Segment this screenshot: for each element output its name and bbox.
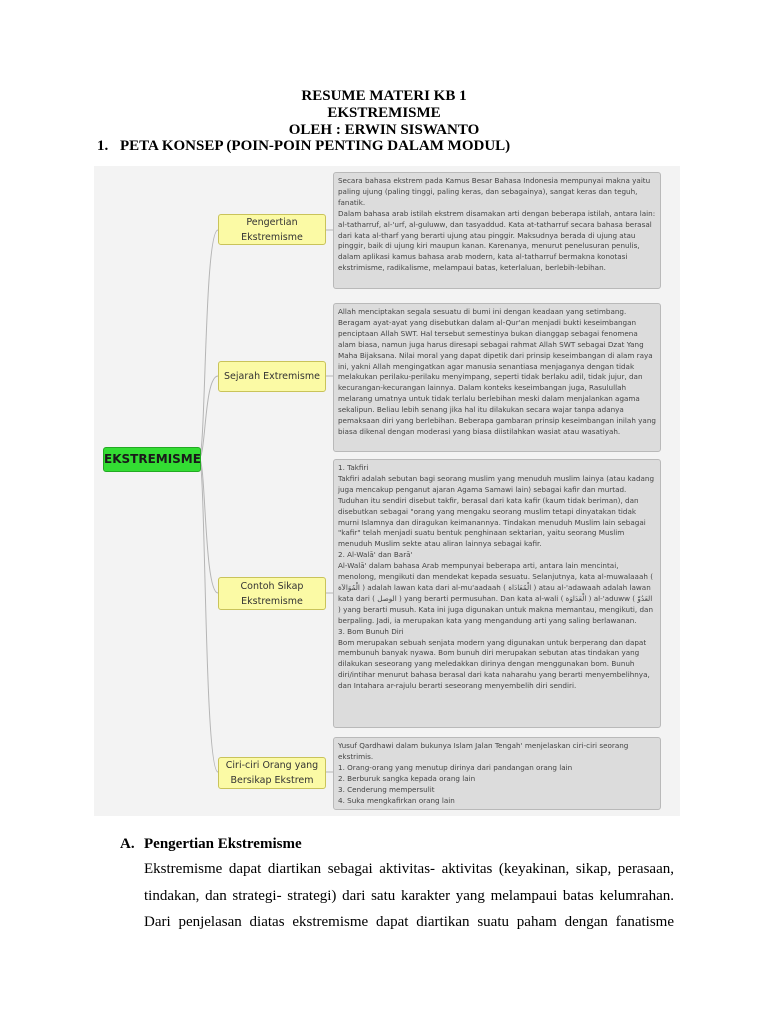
detail-text: 3. Bom Bunuh Diri xyxy=(338,626,404,636)
detail-text: 4. Suka mengkafirkan orang lain xyxy=(338,795,455,805)
detail-ciri-ciri xyxy=(333,737,661,810)
section-a-title: Pengertian Ekstremisme xyxy=(144,836,302,852)
section-a-heading xyxy=(120,836,302,853)
branch-pengertian: Pengertian Ekstremisme xyxy=(218,214,326,245)
branch-contoh: Contoh Sikap Ekstremisme xyxy=(218,577,326,610)
paragraph-line: Dari penjelasan diatas ekstremisme dapat diartikan suatu paham dengan fanatisme xyxy=(144,914,674,930)
paragraph-line: tindakan, dan strategi- strategi) dari satu karakter yang melampaui batas kelumrahan. xyxy=(144,887,674,904)
header-line-1: RESUME MATERI KB 1 xyxy=(301,88,467,104)
detail-text: Dalam bahasa arab istilah ekstrem disamakan arti dengan beberapa istilah, antara lain: al-tatharruf, al-'urf, al-guluww, dan tasyaddud. Kata at-tatharruf secara bahasa berasal dari kata al-tharf yang berarti ujung atau pinggir. Maksudnya berada di ujung atau pinggir, baik di ujung kiri maupun kanan. Karenanya, menurut penelusuran penulis, dalam aplikasi kamus bahasa arab modern, kata al-tatharruf bermakna konotasi ekstrimisme, radikalisme, melampaui batas, keterlaluan, berlebih-lebihan. xyxy=(338,208,656,273)
detail-contoh xyxy=(333,459,661,728)
header-line-3: OLEH : ERWIN SISWANTO xyxy=(288,122,480,138)
detail-text: Takfiri adalah sebutan bagi seorang muslim yang menuduh muslim lainya (atau kadang juga mencakup penganut ajaran Agama Samawi lain) sebagai kafir dan murtad. Tuduhan itu sendiri disebut takfir, berasal dari kata kafir (kaum tidak beriman), dan disebutkan sebagai "orang yang mengaku seorang muslim tetapi dinyatakan tidak murni Islamnya dan diragukan keimanannya. Tindakan menuduh Muslim lain sebagai "kafir" telah menjadi suatu bentuk penghinaan sektarian, yaitu seorang Muslim menuduh Muslim sekte atau aliran lainnya sebagai kafir. xyxy=(338,473,655,549)
detail-text: Yusuf Qardhawi dalam bukunya Islam Jalan Tengah' menjelaskan ciri-ciri seorang ekstrimis. xyxy=(338,741,629,761)
connector-root-ciri xyxy=(199,458,218,772)
section-1-heading xyxy=(97,138,510,155)
paragraph-line: Ekstremisme dapat diartikan sebagai aktivitas- aktivitas (keyakinan, sikap, perasaan, xyxy=(144,861,674,877)
map-root-node: EKSTREMISME xyxy=(103,447,201,472)
section-1-title: PETA KONSEP (POIN-POIN PENTING DALAM MODUL) xyxy=(120,138,511,154)
detail-text: Al-Walā' dalam bahasa Arab mempunyai beberapa arti, antara lain mencintai, menolong, mengikuti dan mendekat kepada sesuatu. Selanjutnya, kata al-muwalaaah ( الْمُوَالاَة ) adalah lawan kata dari al-mu'aadaah ( الْمُعَادَاة ) atau al-'adawaah adalah lawan kata dari ( الوصل ) yang berarti permusuhan. Dan kata al-wali ( الْعَدَاوَة ) al-'aduww ( العَدُوّ ) yang berarti musuh. Kata ini juga digunakan untuk makna memantau, mengikuti, dan berpaling. Jadi, ia merupakan kata yang mengandung arti yang saling berlawanan. xyxy=(338,561,653,625)
document-header xyxy=(0,88,768,139)
section-a-letter: A. xyxy=(120,836,135,852)
detail-pengertian xyxy=(333,172,661,289)
header-line-2: EKSTREMISME xyxy=(327,105,441,121)
detail-text: 3. Cenderung mempersulit xyxy=(338,784,435,794)
detail-text: 2. Al-Walā' dan Barā' xyxy=(338,550,413,560)
branch-ciri-ciri: Ciri-ciri Orang yang Bersikap Ekstrem xyxy=(218,757,326,789)
detail-text: 1. Takfiri xyxy=(338,463,369,472)
section-1-number: 1. xyxy=(97,138,109,154)
detail-text: Secara bahasa ekstrem pada Kamus Besar Bahasa Indonesia mempunyai makna yaitu paling ujung (paling tinggi, paling keras, dan sebagainya), sangat keras dan teguh, fanatik. xyxy=(338,176,651,207)
connector-root-pengertian xyxy=(199,230,218,458)
detail-text: 1. Orang-orang yang menutup dirinya dari pandangan orang lain xyxy=(338,762,573,772)
concept-map xyxy=(94,166,680,816)
section-a-paragraph xyxy=(144,856,674,936)
branch-sejarah: Sejarah Extremisme xyxy=(218,361,326,392)
detail-text: Bom merupakan sebuah senjata modern yang digunakan untuk berperang dan dapat membunuh banyak nyawa. Bom bunuh diri merupakan sebutan atas tindakan yang dilakukan seseorang yang meledakkan dirinya dengan menggunakan bom. Bunuh diri/intihar menurut bahasa berasal dari kata naharahu yang berarti menyembelihnya, dan Intahara ar-rajulu berarti seseorang menyembelih diri sendiri. xyxy=(338,637,650,691)
detail-sejarah xyxy=(333,303,661,452)
detail-text: 2. Berburuk sangka kepada orang lain xyxy=(338,773,476,783)
detail-text: Allah menciptakan segala sesuatu di bumi ini dengan keadaan yang setimbang. Beragam ayat-ayat yang disebutkan dalam al-Qur'an menjadi bukti keseimbangan penciptaan Allah SWT. Hal tersebut semestinya bukan dianggap sebagai fenomena alam biasa, namun juga harus diresapi sebagai rahmat Allah SWT sebagai Dzat Yang Maha Bijaksana. Nilai moral yang dapat dipetik dari prinsip keseimbangan di alam raya ini, yakni Allah mengingatkan agar manusia senantiasa menjaganya dengan tidak melakukan perilaku-perilaku menyimpang, seperti tidak berlaku adil, tidak jujur, dan kecurangan-kecurangan lainnya. Dalam konteks keseimbangan juga, Rasulullah melarang umatnya untuk tidak terlalu berlebihan meski dalam menjalankan agama sekalipun. Beliau lebih senang jika hal itu dilakukan secara wajar tanpa adanya pemaksaan diri yang berlebihan. Beberapa gambaran prinsip keseimbangan inilah yang biasa dikenal dengan moderasi yang biasa diistilahkan wasiat atau wasatiyah. xyxy=(338,307,656,436)
